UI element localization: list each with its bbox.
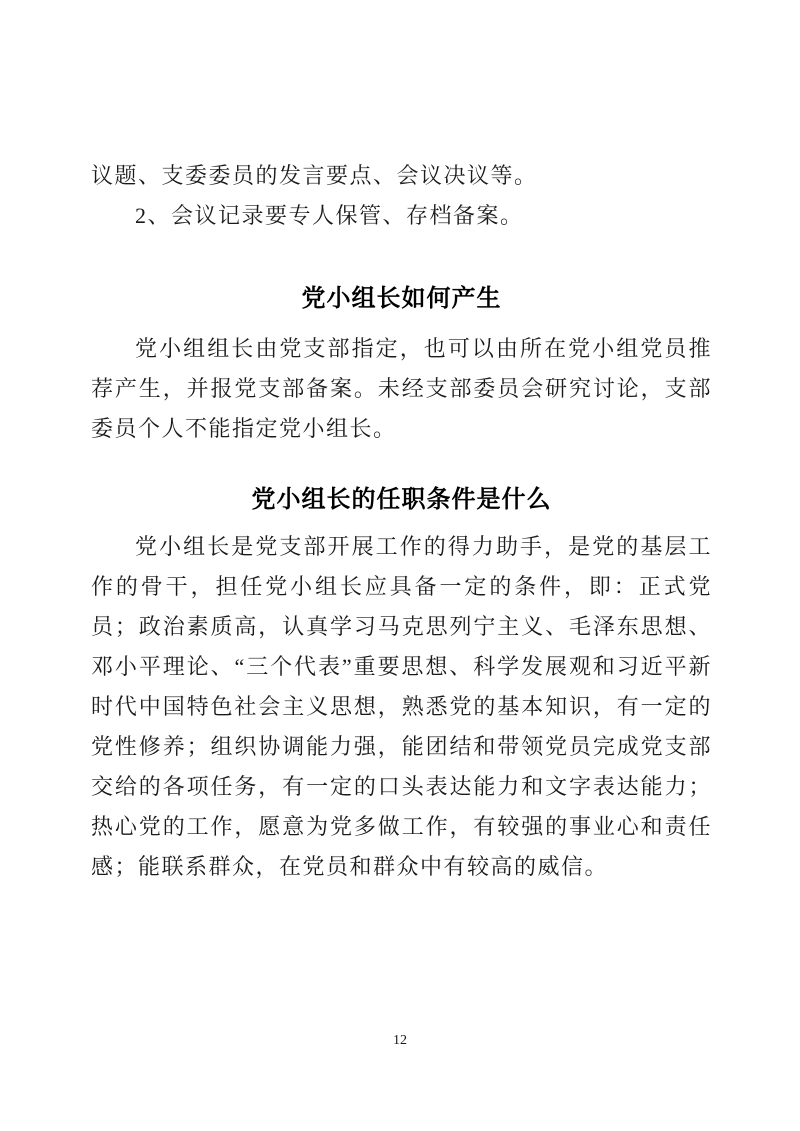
section-body-how-produced: 党小组组长由党支部指定，也可以由所在党小组党员推荐产生，并报党支部备案。未经支部委员会研究讨论，支部委员个人不能指定党小组长。 xyxy=(91,336,712,441)
section-heading-qualifications: 党小组长的任职条件是什么 xyxy=(251,486,552,513)
document-content xyxy=(91,0,712,887)
paragraph-numbered-item: 2、会议记录要专人保管、存档备案。 xyxy=(135,203,524,228)
section-body-qualifications: 党小组长是党支部开展工作的得力助手，是党的基层工作的骨干，担任党小组长应具备一定的条件，即：正式党员；政治素质高，认真学习马克思列宁主义、毛泽东思想、邓小平理论、“三个代表”重要思想、科学发展观和习近平新时代中国特色社会主义思想，熟悉党的基本知识，有一定的党性修养；组织协调能力强，能团结和带领党员完成党支部交给的各项任务，有一定的口头表达能力和文字表达能力；热心党的工作，愿意为党多做工作，有较强的事业心和责任感；能联系群众，在党员和群众中有较高的威信。 xyxy=(91,534,712,879)
page-number: 12 xyxy=(393,1033,407,1048)
paragraph-continuation: 议题、支委委员的发言要点、会议决议等。 xyxy=(91,163,538,188)
section-heading-how-produced: 党小组长如何产生 xyxy=(301,285,502,312)
